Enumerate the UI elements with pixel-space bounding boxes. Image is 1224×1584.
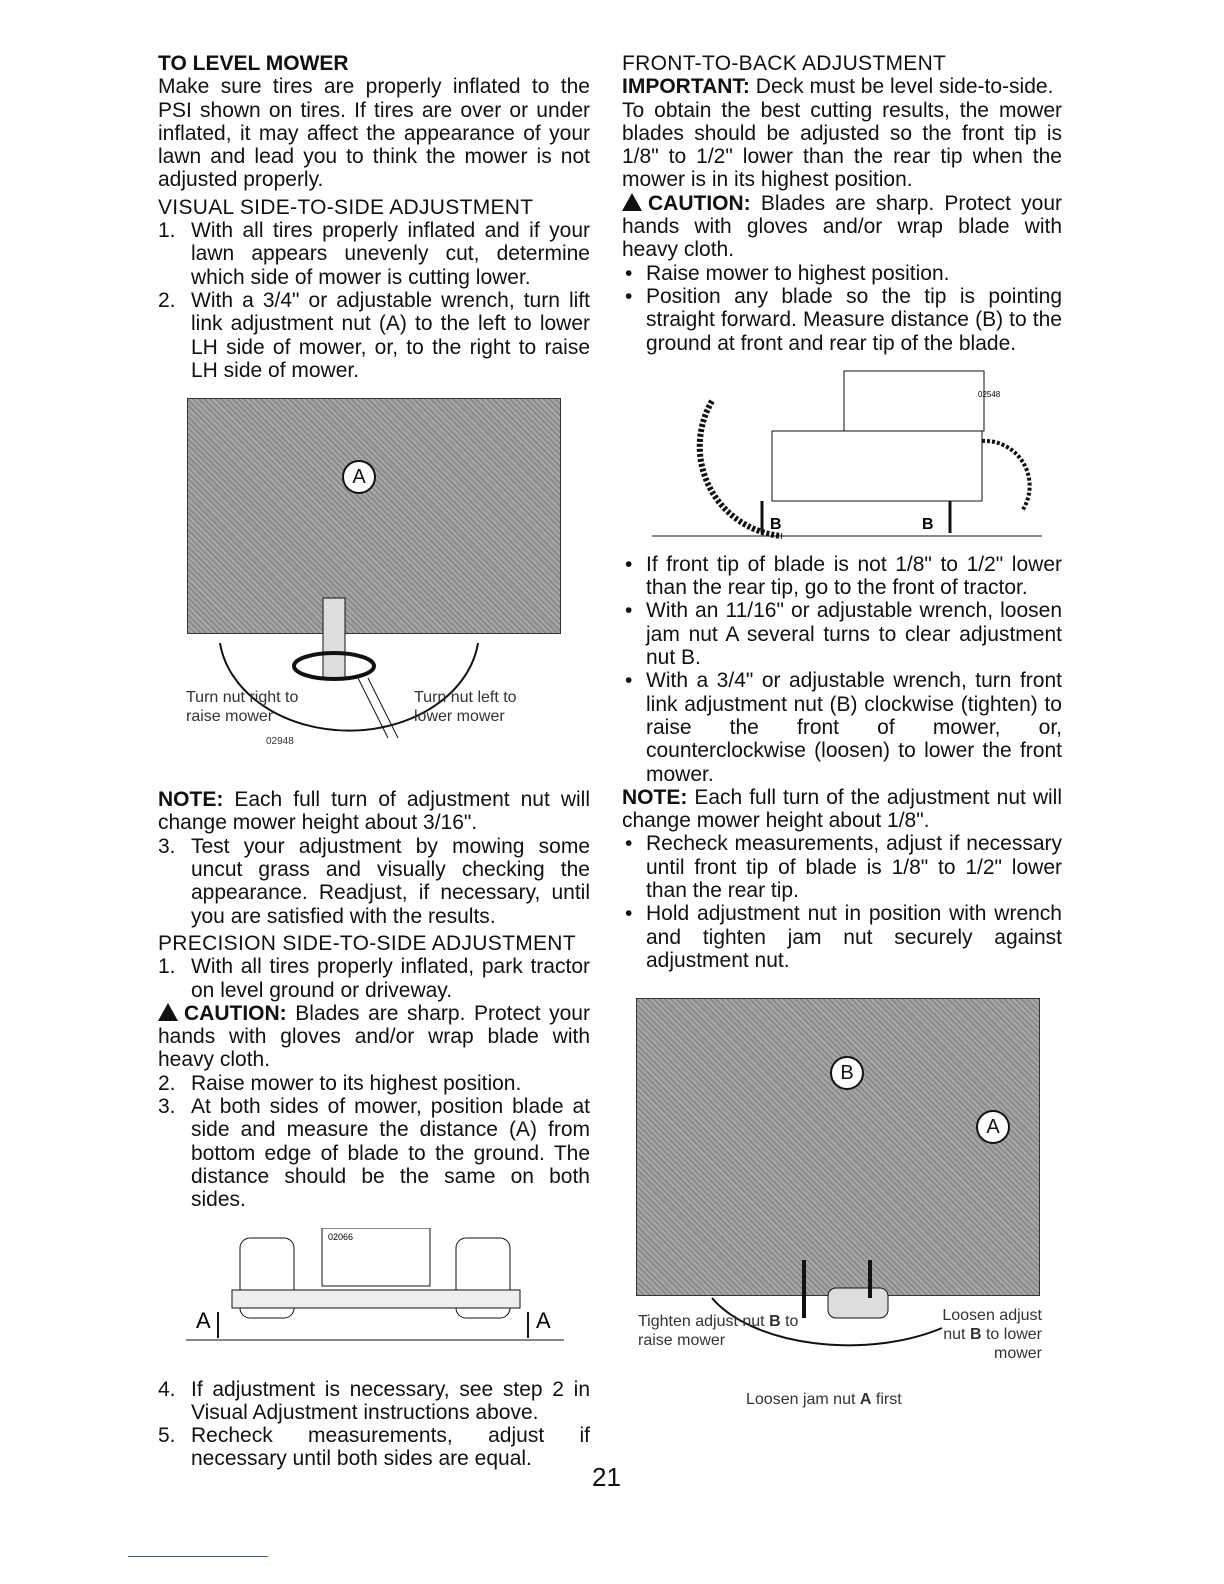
note: NOTE: Each full turn of the adjustment nut will change mower height about 1/8". [622, 785, 1062, 833]
list-item: • Hold adjustment nut in position with wrench and tighten jam nut securely against adjustment nut. [625, 902, 1062, 972]
figure-code: 02948 [266, 736, 294, 748]
warning-icon [622, 193, 642, 211]
left-column [158, 52, 590, 1471]
list-item: • If front tip of blade is not 1/8" to 1/2" lower than the rear tip, go to the front of tractor. [625, 552, 1062, 600]
list-item: • With a 3/4" or adjustable wrench, turn front link adjustment nut (B) clockwise (tighten) to raise the front of mower, or, counterclockwise (loosen) to lower the front mower. [625, 669, 1062, 786]
level-title: TO LEVEL MOWER [158, 52, 349, 75]
important: IMPORTANT: Deck must be level side-to-side. [622, 75, 1054, 99]
caption-jam: Loosen jam nut A first [746, 1391, 902, 1409]
lift-link-figure [158, 398, 590, 788]
label-a-left: A [196, 1307, 211, 1333]
tractor-front-diagram [158, 1228, 590, 1368]
label-a-right: A [536, 1307, 551, 1333]
intro: To obtain the best cutting results, the mower blades should be adjusted so the front tip is 1/8" to 1/2" lower than the rear tip when the mower is in its highest position. [622, 98, 1062, 192]
list-item: 2. Raise mower to its highest position. [158, 1071, 522, 1095]
figure-code: 02066 [328, 1231, 354, 1242]
list-item: 5. Recheck measurements, adjust if necessary until both sides are equal. [158, 1424, 590, 1471]
list-item: 3. Test your adjustment by mowing some uncut grass and visually checking the appearance. Readjust, if necessary, until you are satisfied with the results. [158, 834, 590, 928]
front-link-figure [622, 998, 1062, 1428]
figure-code: 02548 [978, 389, 1001, 399]
page-number: 21 [592, 1462, 621, 1492]
level-text: Make sure tires are properly inflated to the PSI shown on tires. If tires are over or under inflated, it may affect the appearance of your lawn and lead you to think the mower is not adjusted properly. [158, 75, 590, 192]
caption-tighten: Tighten adjust nut B to raise mower [638, 1313, 799, 1350]
label-a: A [342, 460, 376, 494]
precision-title: PRECISION SIDE-TO-SIDE ADJUSTMENT [158, 931, 576, 955]
list-item: • Recheck measurements, adjust if necessary until front tip of blade is 1/8" to 1/2" lower than the rear tip. [625, 832, 1062, 903]
divider [128, 1556, 268, 1557]
visual-steps [158, 219, 590, 382]
list-item: • Raise mower to highest position. [625, 261, 950, 285]
caption-loosen: Loosen adjust nut B to lower mower [942, 1307, 1042, 1363]
list-item: 1. With all tires properly inflated and if your lawn appears unevenly cut, determine which side of mower is cutting lower. [158, 219, 590, 289]
wrench-illustration [158, 398, 590, 788]
list-item: 1. With all tires properly inflated, park tractor on level ground or driveway. [158, 955, 590, 1002]
list-item: 2. With a 3/4" or adjustable wrench, turn lift link adjustment nut (A) to the left to lower LH side of mower, or, to the right to raise LH side of mower. [158, 288, 590, 382]
warning-icon [158, 1003, 178, 1021]
caution: CAUTION: Blades are sharp. Protect your hands with gloves and/or wrap blade with heavy cloth. [158, 1001, 590, 1072]
right-column [622, 52, 1062, 1428]
tractor-side-diagram [622, 361, 1062, 551]
list-item: • With an 11/16" or adjustable wrench, loosen jam nut A several turns to clear adjustment nut B. [625, 599, 1062, 670]
note: NOTE: Each full turn of adjustment nut will change mower height about 3/16". [158, 788, 590, 835]
list-item: 4. If adjustment is necessary, see step 2 in Visual Adjustment instructions above. [158, 1377, 590, 1424]
label-a: A [976, 1110, 1010, 1144]
label-b-rear: B [922, 515, 934, 533]
side-measure-figure [158, 1228, 590, 1368]
caution: CAUTION: Blades are sharp. Protect your hands with gloves and/or wrap blade with heavy cloth. [622, 191, 1062, 262]
ftb-title: FRONT-TO-BACK ADJUSTMENT [622, 52, 947, 75]
list-item: • Position any blade so the tip is pointing straight forward. Measure distance (B) to the ground at front and rear tip of the blade. [625, 284, 1062, 355]
visual-title: VISUAL SIDE-TO-SIDE ADJUSTMENT [158, 195, 534, 219]
label-b: B [830, 1056, 864, 1090]
blade-tip-figure [622, 361, 1062, 551]
label-b-front: B [770, 515, 782, 533]
list-item: 3. At both sides of mower, position blade at side and measure the distance (A) from bottom edge of blade to the ground. The distance should be the same on both sides. [158, 1095, 590, 1212]
caption-turn-left: Turn nut left to lower mower [414, 689, 517, 726]
caption-turn-right: Turn nut right to raise mower [186, 689, 299, 726]
